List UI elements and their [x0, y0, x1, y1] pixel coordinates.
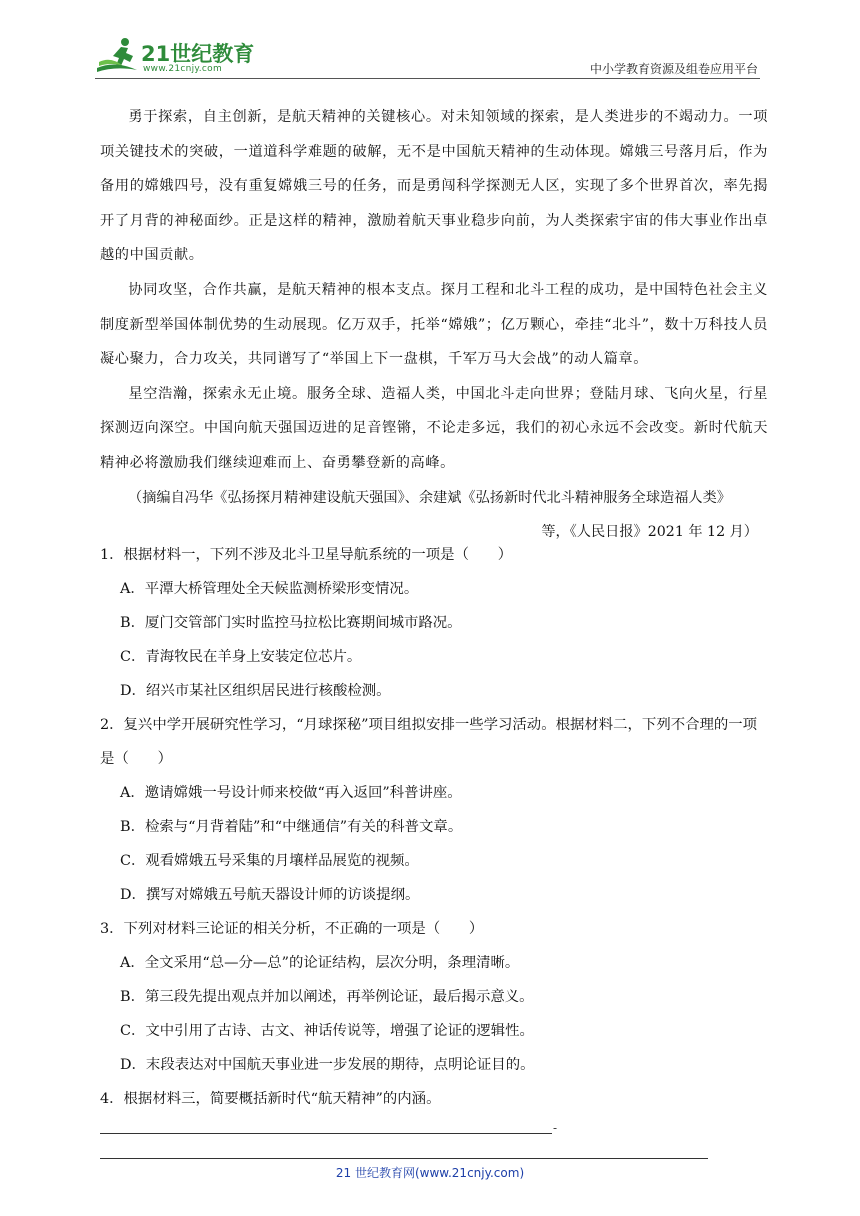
- platform-name: 中小学教育资源及组卷应用平台: [589, 62, 758, 76]
- answer-option[interactable]: D．末段表达对中国航天事业进一步发展的期待，点明论证目的。: [120, 1057, 535, 1073]
- page-header: [95, 32, 760, 80]
- header-divider: [95, 78, 760, 79]
- answer-option[interactable]: C．青海牧民在羊身上安装定位芯片。: [120, 649, 362, 665]
- source-citation: （摘编自冯华《弘扬探月精神建设航天强国》、余建斌《弘扬新时代北斗精神服务全球造福人类》: [128, 489, 731, 506]
- question-list: [100, 538, 768, 1116]
- site-logo[interactable]: [95, 32, 265, 76]
- answer-option[interactable]: A．平潭大桥管理处全天候监测桥梁形变情况。: [120, 581, 419, 597]
- footer-divider: [100, 1158, 708, 1159]
- answer-blank-line[interactable]: [100, 1133, 552, 1134]
- logo-url: www.21cnjy.com: [143, 64, 223, 74]
- answer-option[interactable]: D．绍兴市某社区组织居民进行核酸检测。: [120, 683, 391, 699]
- paragraph: 协同攻坚，合作共赢，是航天精神的根本支点。探月工程和北斗工程的成功，是中国特色社会主义制度新型举国体制优势的生动展现。亿万双手，托举“嫦娥”；亿万颗心，牵挂“北斗”，数十万科技人员凝心聚力，合力攻关，共同谱写了“举国上下一盘棋，千军万马大会战”的动人篇章。: [100, 281, 768, 368]
- answer-option[interactable]: A．全文采用“总—分—总”的论证结构，层次分明，条理清晰。: [120, 955, 520, 971]
- answer-option[interactable]: B．厦门交管部门实时监控马拉松比赛期间城市路况。: [120, 615, 462, 631]
- question-stem: 1．根据材料一，下列不涉及北斗卫星导航系统的一项是（ ）: [100, 547, 513, 563]
- paragraph: 勇于探索，自主创新，是航天精神的关键核心。对未知领域的探索，是人类进步的不竭动力。一项项关键技术的突破，一道道科学难题的破解，无不是中国航天精神的生动体现。嫦娥三号落月后，作为备用的嫦娥四号，没有重复嫦娥三号的任务，而是勇闯科学探测无人区，实现了多个世界首次，率先揭开了月背的神秘面纱。正是这样的精神，激励着航天事业稳步向前，为人类探索宇宙的伟大事业作出卓越的中国贡献。: [100, 109, 768, 264]
- question-stem: 4．根据材料三，简要概括新时代“航天精神”的内涵。: [100, 1091, 441, 1107]
- answer-line-end-mark: -: [553, 1121, 558, 1135]
- question-stem: 2．复兴中学开展研究性学习，“月球探秘”项目组拟安排一些学习活动。根据材料二，下列不合理的一项是（ ）: [100, 717, 758, 767]
- answer-option[interactable]: A．邀请嫦娥一号设计师来校做“再入返回”科普讲座。: [120, 785, 462, 801]
- source-citation-continued: 等，《人民日报》2021 年 12 月）: [541, 523, 758, 540]
- answer-option[interactable]: D．撰写对嫦娥五号航天器设计师的访谈提纲。: [120, 887, 420, 903]
- answer-option[interactable]: C．文中引用了古诗、古文、神话传说等，增强了论证的逻辑性。: [120, 1023, 534, 1039]
- runner-icon: [97, 36, 141, 74]
- question-stem: 3．下列对材料三论证的相关分析，不正确的一项是（ ）: [100, 921, 484, 937]
- footer-text[interactable]: 21 世纪教育网(www.21cnjy.com): [335, 1166, 525, 1180]
- answer-option[interactable]: B．第三段先提出观点并加以阐述，再举例论证，最后揭示意义。: [120, 989, 534, 1005]
- reading-material: [100, 100, 768, 549]
- answer-option[interactable]: C．观看嫦娥五号采集的月壤样品展览的视频。: [120, 853, 419, 869]
- answer-option[interactable]: B．检索与“月背着陆”和“中继通信”有关的科普文章。: [120, 819, 463, 835]
- paragraph: 星空浩瀚，探索永无止境。服务全球、造福人类，中国北斗走向世界；登陆月球、飞向火星，行星探测迈向深空。中国向航天强国迈进的足音铿锵，不论走多远，我们的初心永远不会改变。新时代航天精神必将激励我们继续迎难而上、奋勇攀登新的高峰。: [100, 385, 768, 471]
- logo-wordmark: 21世纪教育: [141, 42, 255, 66]
